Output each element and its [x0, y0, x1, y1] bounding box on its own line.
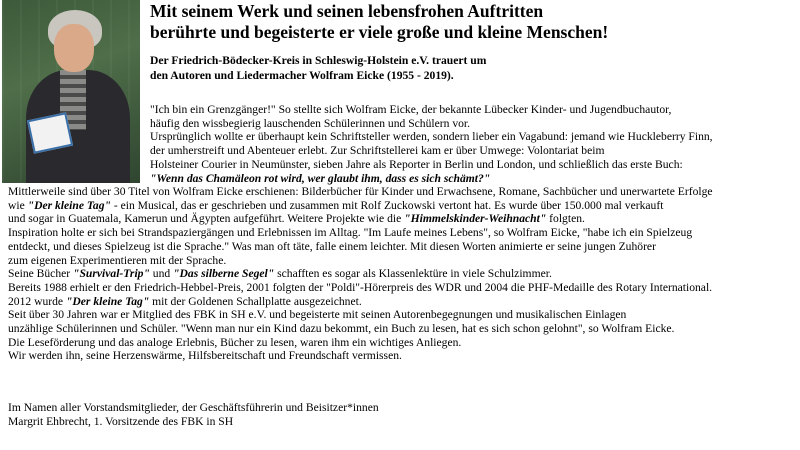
body-line: der umherstreift und Abenteuer erlebt. Zur Schriftstellerei kam er über Umwege: Volontariat beim [150, 144, 605, 158]
body-line: unzählige Schülerinnen und Schüler. "Wenn man nur ein Kind dazu bekommt, ein Buch zu lesen, hat es sich schon gelohnt", so Wolfram Eicke. [8, 322, 675, 336]
body-line: Holsteiner Courier in Neumünster, sieben Jahre als Reporter in Berlin und London, und schließlich das erste Buch: [150, 157, 683, 171]
body-text-lower [8, 185, 798, 363]
book-title: "Das silberne Segel" [173, 267, 275, 281]
body-line: zum eigenen Experimentieren mit der Sprache. [8, 253, 227, 267]
first-book-title: "Wenn das Chamäleon rot wird, wer glaubt ihm, dass es sich schämt?" [150, 171, 491, 185]
body-line: Inspiration holte er sich bei Strandspaziergängen und Erlebnissen im Alltag. "Im Laufe meines Lebens", so Wolfram Eicke, "habe ich ein Spielzeug [8, 226, 693, 240]
text-segment: und [149, 267, 174, 281]
body-line: Bereits 1988 erhielt er den Friedrich-Hebbel-Preis, 2001 folgten der "Poldi"-Hörerpreis des WDR und 2004 die PHF-Medaille des Rotary International. [8, 280, 713, 294]
body-line [8, 267, 798, 281]
intro-statement [150, 53, 790, 83]
book-title: "Himmelskinder-Weihnacht" [404, 212, 547, 226]
closing-signature [8, 401, 798, 429]
signatory: Margrit Ehbrecht, 1. Vorsitzende des FBK in SH [8, 415, 234, 428]
body-line: entdeckt, und dieses Spielzeug ist die Sprache." Was man oft täte, falle einem leichter. Mit diesen Worten animierte er seine jungen Zuhörer [8, 239, 656, 253]
body-line [8, 295, 798, 309]
body-line: Seit über 30 Jahren war er Mitglied des FBK in SH e.V. und begeisterte mit seinen Autorenbegegnungen und musikalischen Einlagen [8, 308, 627, 322]
intro-line-1: Der Friedrich-Bödecker-Kreis in Schleswig-Holstein e.V. trauert um [150, 54, 487, 67]
body-line: Ursprünglich wollte er überhaupt kein Schriftsteller werden, sondern lieber ein Vagabund: jemand wie Huckleberry Finn, [150, 130, 713, 144]
text-segment: 2012 wurde [8, 294, 66, 308]
headline-line-1: Mit seinem Werk und seinen lebensfrohen Auftritten [150, 1, 544, 21]
headline-line-2: berührte und begeisterte er viele große und kleine Menschen! [150, 22, 609, 42]
book-title: "Survival-Trip" [73, 267, 150, 281]
text-segment: mit der Goldenen Schallplatte ausgezeichnet. [149, 294, 362, 308]
body-line: häufig den wissbegierig lauschenden Schülerinnen und Schülern vor. [150, 116, 471, 130]
body-text-upper [150, 103, 798, 185]
headline [150, 1, 790, 43]
text-segment: Seine Bücher [8, 267, 74, 281]
book-title: "Der kleine Tag" [27, 198, 111, 212]
author-photo [2, 0, 140, 183]
body-line [8, 212, 798, 226]
text-segment: wie [8, 198, 28, 212]
text-segment: und sogar in Guatemala, Kamerun und Ägypten aufgeführt. Weitere Projekte wie die [8, 212, 405, 226]
text-segment: folgten. [546, 212, 585, 226]
intro-line-2: den Autoren und Liedermacher Wolfram Eicke (1955 - 2019). [150, 69, 454, 82]
body-line: Mittlerweile sind über 30 Titel von Wolfram Eicke erschienen: Bilderbücher für Kinder und Erwachsene, Romane, Sachbücher und unerwartete Erfolge [8, 185, 713, 198]
body-line: Die Leseförderung und das analoge Erlebnis, Bücher zu lesen, waren ihm ein wichtiges Anliegen. [8, 335, 462, 349]
text-segment: - ein Musical, das er geschrieben und zusammen mit Rolf Zuckowski vertont hat. Es wurde über 150.000 mal verkauft [110, 198, 664, 212]
body-line: "Ich bin ein Grenzgänger!" So stellte sich Wolfram Eicke, der bekannte Lübecker Kinder- und Jugendbuchautor, [150, 103, 672, 116]
person-face [54, 24, 94, 72]
closing-line-1: Im Namen aller Vorstandsmitglieder, der Geschäftsführerin und Beisitzer*innen [8, 401, 379, 414]
text-segment: schafften es sogar als Klassenlektüre in viele Schulzimmer. [274, 267, 552, 281]
book-title: "Der kleine Tag" [65, 294, 150, 308]
body-line [8, 199, 798, 213]
body-line: Wir werden ihn, seine Herzenswärme, Hilfsbereitschaft und Freundschaft vermissen. [8, 349, 402, 363]
